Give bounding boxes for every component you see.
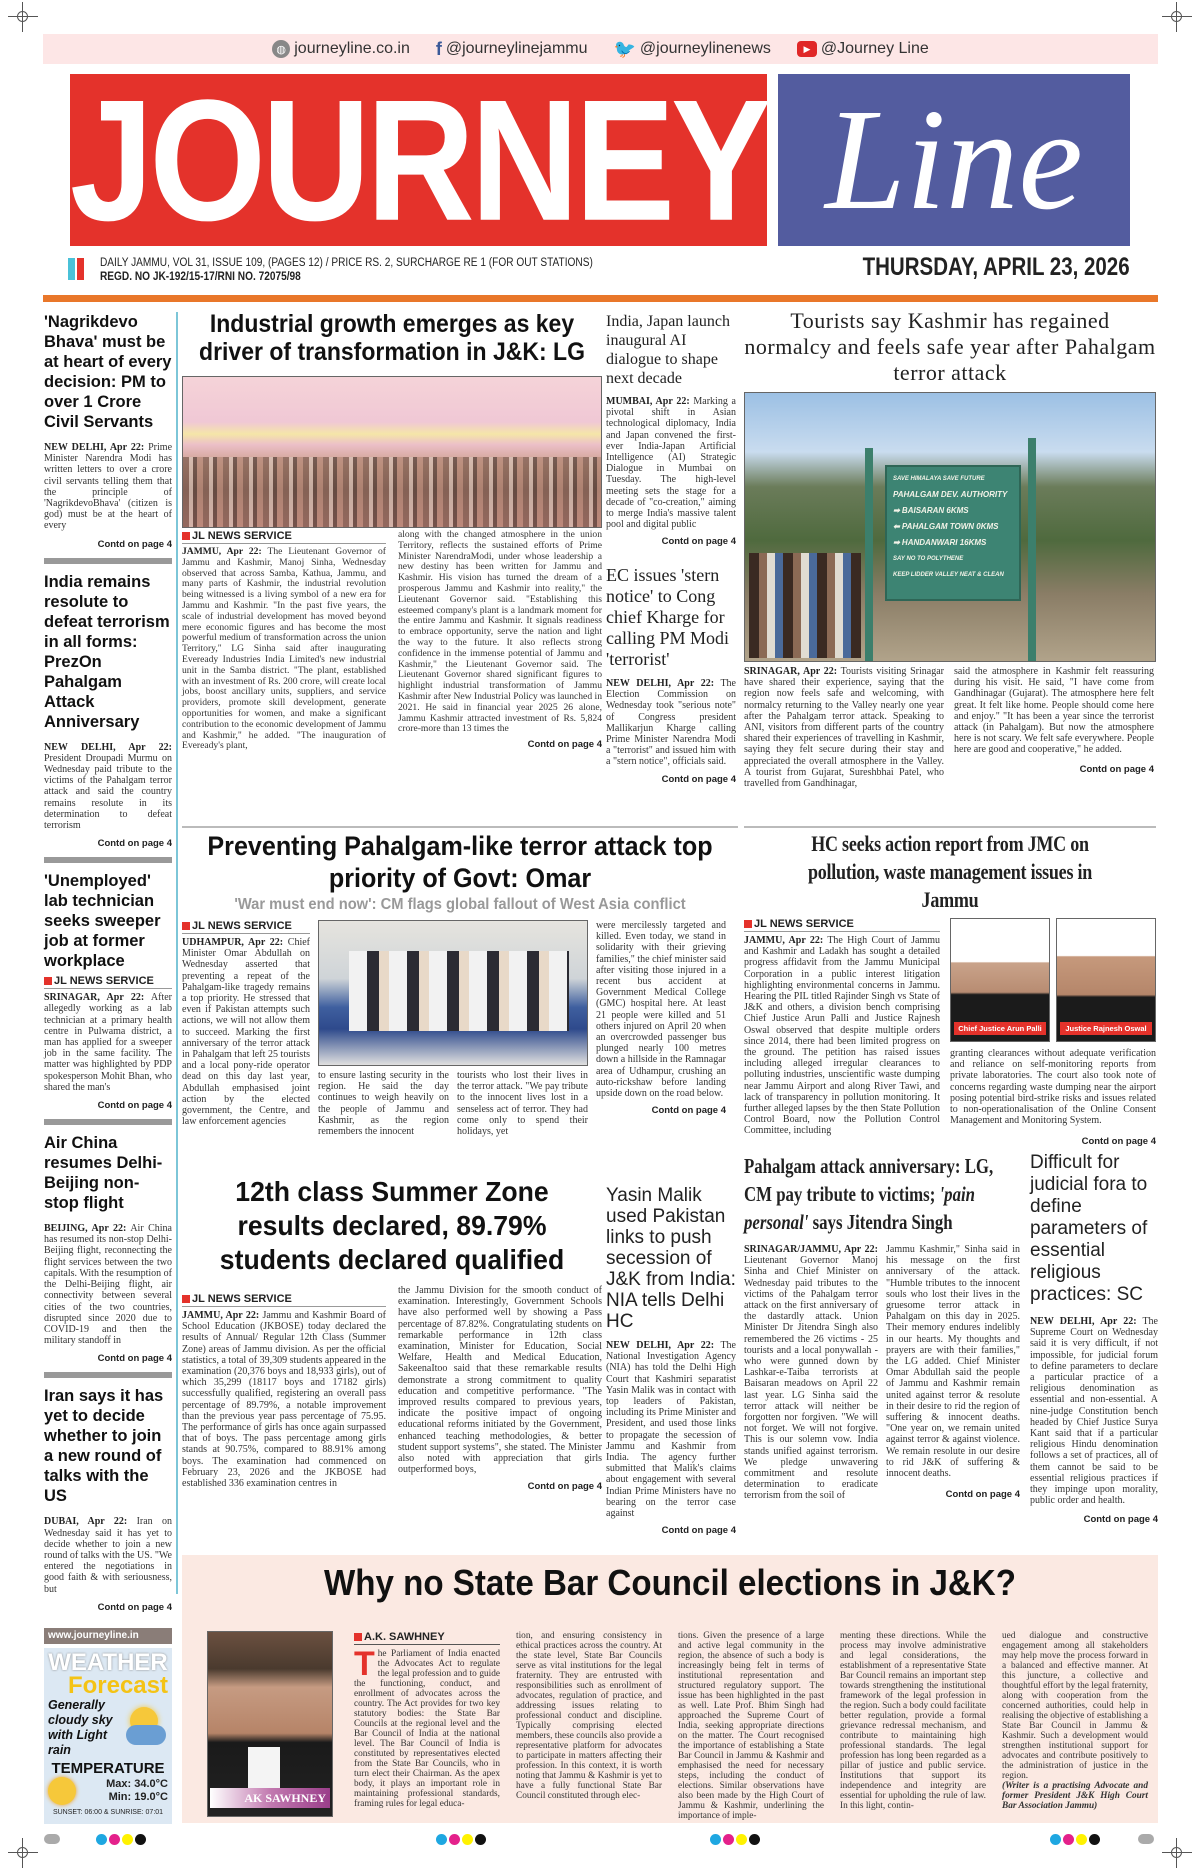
story-industrial: Industrial growth emerges as key driver of transformation in J&K: LG JL NEWS SERVICE JAMMU, Apr 22: The Lieutenant Governor of Jammu and Kashmir, Manoj Sinha, Wednesday observed that across Samba, Kathua, Jammu, and many parts of Kashmir, the industrial revolution being witnessed is a living symbol of a new era for Jammu and Kashmir. "In the past five years, the scale of industrial development has moved beyond mere economic figures and has become the most powerful medium of transformation across the union Territory," LG Sinha said after inaugurating Eveready Industries India Limited's new industrial unit in the Samba district. "The plant, established with an investment of Rs. 200 crore, will create local jobs, boost ancillary units, suppliers, and service providers, promote skill development, generate opportunities for women, and make a significant contribution to the economic development of Jammu and Kashmir," he added. "The inauguration of Eveready's plant, along with the changed atmosphere in the union Territory, reflects the sustained efforts of Prime Minister NarendraModi, under whose leadership a new destiny has been written for Jammu and Kashmir. His vision has turned the dream of a prosperous Jammu and Kashmir into reality," the Lieutenant Governor said. "Establishing this esteemed company's plant is a landmark moment for the entire Jammu and Kashmir. It signals readiness to embrace opportunity, serve the nation and light the way to the future. It also reflects strong confidence in the immense potential of Jammu and Kashmir," the Lieutenant Governor said. The Lieutenant Governor shared significant figures to highlight industrial transformation of Jammu Kashmir after New Industrial Policy was launched in 2021. He said in financial year 2025 26 alone, Jammu Kashmir attracted investment of Rs. 5,824 crore-more than 13 times the Contd on page 4 bbox=[182, 310, 602, 752]
contd-link[interactable]: Contd on page 4 bbox=[97, 838, 172, 850]
sidebar-story: India remains resolute to defeat terrorism in all forms: PrezOn Pahalgam Attack Anniversary NEW DELHI, Apr 22: President Droupadi Murmu on Wednesday paid tribute to the victims of the Pahalgam terror attack and said the country remains resolute in its determination to defeat terrorism Contd on page 4 bbox=[44, 572, 172, 850]
story-headline[interactable]: Iran says it has yet to decide whether to join a new round of talks with the US bbox=[44, 1387, 164, 1506]
registration-mark-icon bbox=[8, 2, 38, 32]
story-tourists: Tourists say Kashmir has regained normalcy and feels safe year after Pahalgam terror attack SAVE HIMALAYA SAVE FUTURE PAHALGAM DEV. AUTHORITY ➡ BAISARAN 6KMS ⬅ PAHALGAM TOWN 0KMS ➡ HANDANWARI 16KMS SAY NO TO POLYTHENE KEEP LIDDER VALLEY NEAT & CLEAN SRINAGAR, Apr 22: Tourists visiting Srinagar have shared their experience, saying that the region now feels safe and welcoming, with normalcy returning to the Valley nearly one year after the Pahalgam terror attack. Speaking to ANI, visitors from different parts of the country shared their experiences of travelling in Kashmir, saying they felt secure during their stay and appreciated the overall atmosphere in the Valley. A tourist from Gujarat, Sureshbhai Patel, who travelled from Gandhinagar, said the atmosphere in Kashmir felt reassuring during his visit. He said, "I have come from Gandhinagar (Gujarat). The atmosphere here felt great. It felt like home. People should come here and enjoy." "It has been a year since the terrorist attack (in Pahalgam). But now the atmosphere here is not scary. We felt safe everywhere. People here are good and cooperative," he added. Contd on page 4 bbox=[744, 308, 1156, 790]
column-separator bbox=[176, 312, 178, 1594]
globe-icon: ◍ bbox=[272, 40, 290, 58]
facebook-icon: f bbox=[435, 38, 442, 59]
story-results: 12th class Summer Zone results declared, 89.79% students declared qualified JL NEWS SERVICE JAMMU, Apr 22: Jammu and Kashmir Board of School Education (JKBOSE) today declared the results of Annual/ Regular 12th Class (Summer Zone) areas of Jammu division. As per the official statistics, a total of 39,309 students appeared in the examination (20,376 boys and 18,933 girls), out of which 35,299 (18117 boys and 17182 girls) successfully qualified, registering an overall pass percentage of 89.79%, a notable improvement than the previous year pass percentage of 75.95. The performance of girls has once again surpassed that of boys. The pass percentage among girls stands at 90.75%, compared to 88.91% among boys. The examination had commenced on February 23, 2026 and the JKBOSE had established 336 examination centres in the Jammu Division for the smooth conduct of examination. Interestingly, Government Schools have also performed well by showing a Pass percentage of 87.82%. Congratulating students on remarkable performance in 12th class examination, Minister for Education, Social Welfare, Health and Medical Education, SakeenaItoo said that these remarkable results demonstrate a strong commitment to quality education and competitive performance. "The improved results compared to previous years, indicate the positive impact of ongoing educational reforms initiated by the Government, enhanced teaching methodologies, & better student support systems", she stated. The Minister also noted with appreciation that girls outperformed boys, Contd on page 4 bbox=[182, 1176, 602, 1493]
print-color-marks-icon bbox=[1050, 1834, 1100, 1845]
facebook-link[interactable]: f @journeylinejammu bbox=[435, 38, 588, 59]
sun-icon bbox=[48, 1777, 76, 1805]
sidebar-story: 'Unemployed' lab technician seeks sweeper job at former workplace JL NEWS SERVICE SRINAGAR, Apr 22: After allegedly working as a lab technician at a primary health centre in Pulwama district, a man has applied for a sweeper job in the same facility. The matter was highlighted by PDP spokesperson Mohit Bhan, who shared the man's Contd on page 4 bbox=[44, 872, 172, 1112]
contd-link[interactable]: Contd on page 4 bbox=[1083, 1514, 1158, 1526]
contd-link[interactable]: Contd on page 4 bbox=[661, 536, 736, 548]
story-headline[interactable]: Yasin Malik used Pakistan links to push secession of J&K from India: NIA tells Delhi HC bbox=[606, 1185, 736, 1332]
contd-link[interactable]: Contd on page 4 bbox=[97, 1100, 172, 1112]
byline: A.K. SAWHNEY bbox=[354, 1631, 500, 1645]
contd-link[interactable]: Contd on page 4 bbox=[97, 538, 172, 550]
byline: JL NEWS SERVICE bbox=[182, 1293, 386, 1307]
story-subhead: 'War must end now': CM flags global fallout of West Asia conflict bbox=[234, 896, 686, 913]
story-omar: Preventing Pahalgam-like terror attack top priority of Govt: Omar 'War must end now': CM flags global fallout of West Asia conflict JL NEWS SERVICE UDHAMPUR, Apr 22: Chief Minister Omar Abdullah on Wednesday asserted that preventing a repeat of the Pahalgam-like tragedy remains a top priority. He stressed that even if Pakistan attempts such actions, we will not allow them to succeed. Marking the first anniversary of the terror attack in Pahalgam that left 25 tourists and a local pony-ride operator dead on this day last year, Abdullah emphasised joint action by the elected government, the Centre, and law enforcement agencies to ensure lasting security in the region. He said the day continues to weigh heavily on the people of Jammu and Kashmir, as the region remembers the innocent tourists who lost their lives in the terror attack. "We pay tribute to the innocent lives lost in a senseless act of terror. They had come only to spend their holidays, yet were mercilessly targeted and killed. Even today, we stand in solidarity with their grieving families," the chief minister said after visiting those injured in a recent bus accident at Government Medical College (GMC) hospital here. At least 21 people were killed and 51 others injured on April 20 when an overcrowded passenger bus plunged nearly 100 metres down a hillside in the Ramnagar area of Udhampur, crushing an auto-rickshaw before landing upside down on the road below. Contd on page 4 bbox=[182, 831, 726, 1138]
contd-link[interactable]: Contd on page 4 bbox=[97, 1601, 172, 1613]
masthead-journey: JOURNEY bbox=[70, 74, 767, 246]
story-headline[interactable]: 12th class Summer Zone results declared, 89.79% students declared qualified bbox=[219, 1176, 565, 1275]
contd-link[interactable]: Contd on page 4 bbox=[527, 739, 602, 751]
red-square-icon bbox=[182, 1295, 190, 1303]
divider bbox=[44, 558, 172, 564]
story-headline[interactable]: Difficult for judicial fora to define parameters of essential religious practices: SC bbox=[1030, 1152, 1148, 1305]
divider bbox=[44, 857, 172, 863]
author-photo: AK SAWHNEY bbox=[207, 1631, 333, 1817]
story-headline[interactable]: Pahalgam attack anniversary: LG, CM pay tribute to victims; 'pain personal' says Jitendra Singh bbox=[744, 1154, 994, 1234]
website-banner[interactable]: www.journeyline.in bbox=[44, 1628, 172, 1644]
byline: JL NEWS SERVICE bbox=[44, 975, 172, 989]
twitter-icon: 🐦 bbox=[613, 38, 636, 59]
print-color-marks-icon bbox=[710, 1834, 760, 1845]
contd-link[interactable]: Contd on page 4 bbox=[651, 1105, 726, 1117]
registration-mark-icon bbox=[1162, 2, 1192, 32]
story-hc: HC seeks action report from JMC on pollution, waste management issues in Jammu JL NEWS SERVICE JAMMU, Apr 22: The High Court of Jammu and Kashmir and Ladakh has sought a detailed progress affidavit from the Jammu Municipal Corporation in a public interest litigation highlighting environmental concerns in Jammu. Hearing the PIL titled Rajinder Singh vs State of J&K and others, a division bench comprising Chief Justice Arun Palli and Justice Rajnesh Oswal observed that despite multiple orders since 2014, there had been limited progress on the ground. The petition has raised issues including alleged irregular clearances to polluting industries, unscientific waste dumping near Jammu Airport and along River Tawi, and lack of transparency in pollution monitoring. It further alleged lapses by the then State Pollution Control Board, now the Pollution Control Committee, including Chief Justice Arun Palli Justice Rajnesh Oswal granting clearances without adequate verification and reliance on self-monitoring reports from private laboratories. The court also took note of concerns regarding waste dumping near the airport posing potential bird-strike risks and issues related to non-operationalisation of the Online Consent Management and Monitoring System. Contd on page 4 bbox=[744, 831, 1156, 1148]
gray-mark-icon bbox=[44, 1834, 60, 1844]
print-color-marks-icon bbox=[436, 1834, 486, 1845]
story-ec: EC issues 'stern notice' to Cong chief Kharge for calling PM Modi 'terrorist' NEW DELHI, Apr 22: The Election Commission on Wednesday took "serious note" of Congress president Mallikarjun Kharge calling Prime Minister Narendra Modi a "terrorist" and issued him with a "stern notice", officials said. Contd on page 4 bbox=[606, 565, 736, 785]
contd-link[interactable]: Contd on page 4 bbox=[661, 1525, 736, 1537]
masthead-line: Line bbox=[825, 79, 1083, 240]
sidebar-story: 'Nagrikdevo Bhava' must be at heart of every decision: PM to over 1 Crore Civil Servants NEW DELHI, Apr 22: Prime Minister Narendra Modi has written letters to over a crore civil servants telling them that the principle of 'NagrikdevoBhava' (citizen is god) must be at the heart of every Contd on page 4 bbox=[44, 313, 173, 550]
red-square-icon bbox=[354, 1633, 362, 1641]
youtube-icon: ▶ bbox=[797, 41, 817, 57]
cloud-sun-icon bbox=[118, 1703, 168, 1753]
contd-link[interactable]: Contd on page 4 bbox=[1079, 763, 1154, 775]
sidebar-story: Iran says it has yet to decide whether to join a new round of talks with the US DUBAI, Apr 22: Iran on Wednesday said it has yet to decide whether to join a new round of talks with the US. "We entered the negotiations in good faith & with seriousness, but Contd on page 4 bbox=[44, 1387, 172, 1613]
industrial-event-photo bbox=[182, 376, 602, 528]
issue-info: DAILY JAMMU, VOL 31, ISSUE 109, (PAGES 12) / PRICE RS. 2, SURCHARGE RE 1 (FOR OUT STATIONS) REGD. NO JK-192/15-17/RNI NO. 72075/98 bbox=[100, 257, 593, 283]
contd-link[interactable]: Contd on page 4 bbox=[661, 773, 736, 785]
divider bbox=[44, 1372, 172, 1378]
divider bbox=[744, 826, 1156, 828]
tourists-on-horses bbox=[749, 553, 861, 658]
social-bar bbox=[43, 34, 1158, 64]
divider bbox=[44, 1119, 172, 1125]
story-headline[interactable]: Industrial growth emerges as key driver of transformation in J&K: LG bbox=[199, 310, 585, 366]
justice-oswal-photo: Justice Rajnesh Oswal bbox=[1056, 918, 1156, 1042]
red-square-icon bbox=[182, 922, 190, 930]
byline: JL NEWS SERVICE bbox=[744, 918, 940, 932]
story-japan: India, Japan launch inaugural AI dialogue to shape next decade MUMBAI, Apr 22: Marking a pivotal shift in Asian technological diplomacy, India and Japan convened the first-ever India-Japan Artificial Intelligence (AI) Strategic Dialogue in Mumbai on Tuesday. The high-level meeting sets the stage for a decade of "co-creation," aiming to merge India's massive talent pool and digital public Contd on page 4 bbox=[606, 313, 736, 548]
red-square-icon bbox=[182, 532, 190, 540]
story-headline[interactable]: EC issues 'stern notice' to Cong chief Kharge for calling PM Modi 'terrorist' bbox=[606, 565, 730, 669]
small-logo-icon bbox=[68, 258, 84, 280]
contd-link[interactable]: Contd on page 4 bbox=[97, 1353, 172, 1365]
story-headline[interactable]: Why no State Bar Council elections in J&K? bbox=[324, 1562, 1016, 1603]
story-headline[interactable]: HC seeks action report from JMC on pollution, waste management issues in Jammu bbox=[807, 831, 1093, 912]
print-color-marks-icon bbox=[96, 1834, 146, 1845]
chief-justice-photo: Chief Justice Arun Palli bbox=[950, 918, 1050, 1042]
contd-link[interactable]: Contd on page 4 bbox=[945, 1489, 1020, 1501]
registration-mark-icon bbox=[1162, 1838, 1192, 1868]
red-square-icon bbox=[44, 977, 52, 985]
story-headline[interactable]: Air China resumes Delhi-Beijing non-stop flight bbox=[44, 1134, 163, 1213]
story-headline[interactable]: Tourists say Kashmir has regained normalcy and feels safe year after Pahalgam terror attack bbox=[744, 308, 1156, 385]
twitter-link[interactable]: 🐦 @journeylinenews bbox=[613, 38, 771, 59]
story-headline[interactable]: Preventing Pahalgam-like terror attack top priority of Govt: Omar bbox=[207, 831, 713, 893]
contd-link[interactable]: Contd on page 4 bbox=[1081, 1136, 1156, 1148]
dropcap: T bbox=[354, 1645, 375, 1683]
youtube-link[interactable]: ▶ @Journey Line bbox=[797, 40, 929, 58]
story-anniversary: Pahalgam attack anniversary: LG, CM pay tribute to victims; 'pain personal' says Jitendra Singh SRINAGAR/JAMMU, Apr 22: Lieutenant Governor Manoj Sinha and Chief Minister on Wednesday paid tributes to the victims of the Pahalgam terror attack on the first anniversary of the dastardly attack. Union Minister Dr Jitendra Singh also remembered the 26 victims - 25 tourists and a local ponywallah - who were gunned down by Lashkar-e-Taiba terrorists at Baisaran meadows on April 22 last year. LG Sinha said the terror attack will neither be forgotten nor forgiven. "We will not forget. We will not forgive. This is our solemn vow. India stands unified against terrorism. We pledge unwavering commitment and resolute determination to eradicate terrorism from the soil of Jammu Kashmir," Sinha said in his message on the first anniversary of the attack. "Humble tributes to the innocent souls who lost their lives in the gruesome terror attack in Pahalgam on this day in 2025. Their memory endures indelibly in our hearts. My thoughts and prayers are with their families," the LG added. Chief Minister Omar Abdullah said the people of Jammu and Kashmir remain united against terror & resolute in their desire to rid the region of suffering & innocent deaths. "One year on, we remain united against terror & against violence. We remain resolute in our desire to rid J&K of suffering & innocent deaths. Contd on page 4 bbox=[744, 1152, 1026, 1502]
byline: JL NEWS SERVICE bbox=[182, 530, 386, 544]
gray-mark-icon bbox=[1138, 1834, 1154, 1844]
byline: JL NEWS SERVICE bbox=[182, 920, 310, 934]
weather-box: WEATHER Forecast Generally cloudy sky with Light rain TEMPERATURE Max: 34.0°C Min: 19.0°C SUNSET: 06:00 & SUNRISE: 07:01 bbox=[44, 1648, 172, 1824]
story-yasin: Yasin Malik used Pakistan links to push secession of J&K from India: NIA tells Delhi HC NEW DELHI, Apr 22: The National Investigation Agency (NIA) has told the Delhi High Court that Kashmiri separatist Yasin Malik was in contact with top leaders of Pakistan, including its Prime Minister and President, and used those links to propagate the secession of Jammu and Kashmir from India. The agency further submitted that Malik's claims about engagement with several Indian Prime Ministers have no bearing on the terror case against Contd on page 4 bbox=[606, 1185, 736, 1537]
red-square-icon bbox=[744, 920, 752, 928]
masthead-rule bbox=[43, 295, 1158, 302]
sidebar bbox=[44, 312, 172, 1613]
story-headline[interactable]: India remains resolute to defeat terrorism in all forms: PrezOn Pahalgam Attack Anniversary bbox=[44, 572, 170, 731]
pahalgam-sign-photo bbox=[744, 392, 1156, 662]
story-headline[interactable]: 'Nagrikdevo Bhava' must be at heart of every decision: PM to over 1 Crore Civil Servants bbox=[44, 313, 172, 431]
issue-date: THURSDAY, APRIL 23, 2026 bbox=[863, 253, 1130, 281]
story-headline[interactable]: India, Japan launch inaugural AI dialogue to shape next decade bbox=[606, 313, 730, 387]
hospital-visit-photo bbox=[318, 920, 588, 1066]
sidebar-story: Air China resumes Delhi-Beijing non-stop flight BEIJING, Apr 22: Air China has resumed its non-stop Delhi-Beijing flight, reconnecting the flight services between the two capitals. With the resumption of the Delhi-Beijing flight, air connectivity between several cities of the two countries, disrupted since 2020 due to COVID-19 and then the military standoff in Contd on page 4 bbox=[44, 1134, 172, 1365]
bar-council-feature: Why no State Bar Council elections in J&K? AK SAWHNEY A.K. SAWHNEY The Parliament of India enacted the Advocates Act to regulate the legal profession and to guide the functioning, conduct, and enrollment of advocates across the country. The Act provides for two key statutory bodies: the State Bar Councils at the regional level and the Bar Council of India at the national level. The Bar Council of India is constituted by representatives elected from the State Bar Councils, who in turn elect their Chairman. As the apex body, it plays an important role in maintaining professional standards, framing rules for legal educa- tion, and ensuring consistency in ethical practices across the country. At the state level, State Bar Councils serve as vital institutions for the legal fraternity. They are entrusted with responsibilities such as enrollment of advocates, regulation of practice, and addressing issues relating to professional conduct and discipline. Typically comprising elected members, these councils also provide a representative platform for advocates to participate in matters affecting their profession. In this context, it is worth noting that Jammu & Kashmir is yet to have a fully functional State Bar Council constituted through elec- tions. Given the presence of a large and active legal community in the region, the absence of such a body is increasingly being felt in terms of institutional representation and structured regulatory support. The issue has been highlighted in the past as well. Late Prof. Bhim Singh had approached the Supreme Court of India, seeking appropriate directions on the matter. The Court recognised the importance of establishing a State Bar Council in Jammu & Kashmir and emphasised the need for necessary steps, including the conduct of elections. Similar observations have also been made by the High Court of Jammu & Kashmir, underlining the importance of imple- menting these directions. While the process may involve administrative and legal considerations, the establishment of a representative State Bar Council remains an important step towards strengthening the institutional framework of the legal profession in the region. Such a body could facilitate better regulation, provide a formal grievance redressal mechanism, and contribute to maintaining high professional standards. The legal profession has long been regarded as a pillar of justice and public service. Institutions that support its independence and integrity are essential for upholding the rule of law. In this light, contin- ued dialogue and constructive engagement among all stakeholders may help move the process forward in a balanced and effective manner. At this juncture, a collective and thoughtful effort by the legal fraternity, along with cooperation from the concerned authorities, could help in realising the objective of establishing a State Bar Council in Jammu & Kashmir. Such a development would strengthen institutional support for advocates and contribute positively to the administration of justice in the region. (Writer is a practising Advocate and former President J&K High Court Bar Association Jammu) bbox=[182, 1555, 1158, 1823]
sign-board: SAVE HIMALAYA SAVE FUTURE PAHALGAM DEV. AUTHORITY ➡ BAISARAN 6KMS ⬅ PAHALGAM TOWN 0KMS ➡ HANDANWARI 16KMS SAY NO TO POLYTHENE KEEP LIDDER VALLEY NEAT & CLEAN bbox=[885, 465, 1021, 601]
story-headline[interactable]: 'Unemployed' lab technician seeks sweeper job at former workplace bbox=[44, 872, 161, 971]
website-link[interactable]: ◍ journeyline.co.in bbox=[272, 40, 410, 58]
contd-link[interactable]: Contd on page 4 bbox=[527, 1481, 602, 1493]
registration-mark-icon bbox=[8, 1838, 38, 1868]
story-sc: Difficult for judicial fora to define parameters of essential religious practices: SC NEW DELHI, Apr 22: The Supreme Court on Wednesday said it is very difficult, if not impossible, for judicial forum to define parameters to declare a particular practice of a religious denomination as essential and non-essential. A nine-judge Constitution bench headed by Chief Justice Surya Kant said that if a particular religious Hindu denomination follows a set of practices, all of them cannot be said to be essential religious practices if they impinge upon morality, public order and health. Contd on page 4 bbox=[1030, 1152, 1158, 1526]
divider bbox=[182, 826, 738, 828]
